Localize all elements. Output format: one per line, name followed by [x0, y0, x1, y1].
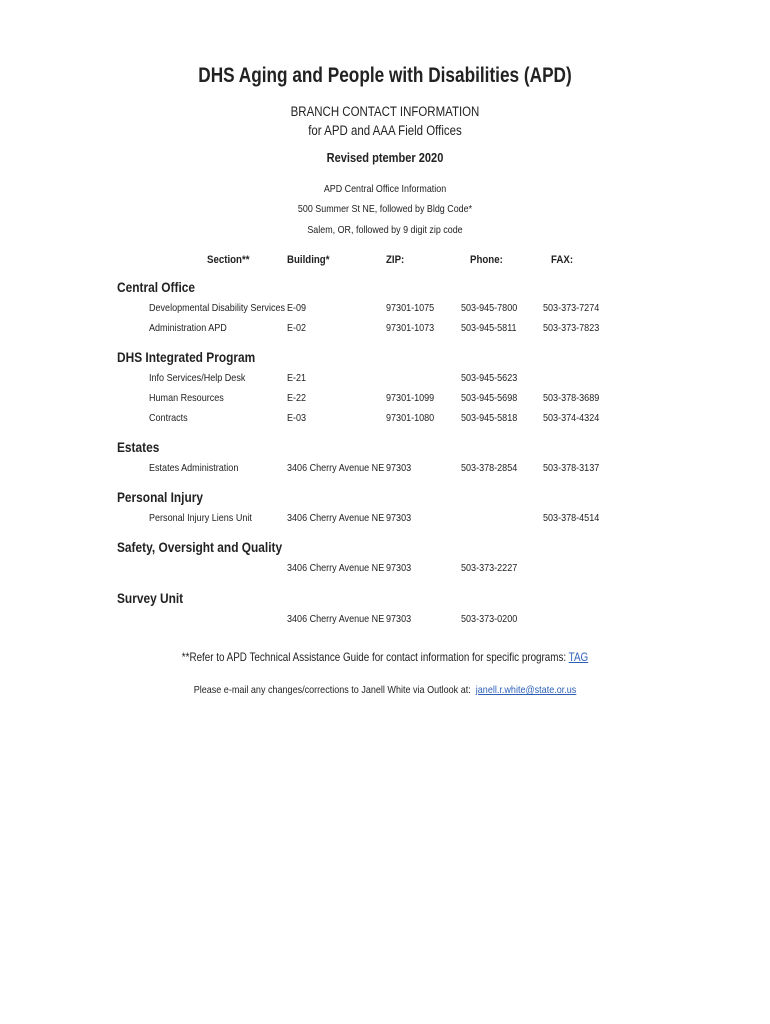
- cell-zip: 97303: [386, 462, 412, 474]
- cell-zip: 97303: [386, 613, 412, 625]
- cell-phone: 503-945-7800: [461, 302, 518, 314]
- header-building: Building*: [287, 254, 330, 266]
- email-link[interactable]: janell.r.white@state.or.us: [475, 684, 577, 696]
- cell-phone: 503-378-2854: [461, 462, 518, 474]
- cell-fax: 503-378-3137: [543, 462, 600, 474]
- cell-fax: 503-374-4324: [543, 412, 600, 424]
- cell-phone: 503-945-5698: [461, 392, 518, 404]
- cell-building: 3406 Cherry Avenue NE: [287, 462, 385, 474]
- cell-phone: 503-945-5623: [461, 372, 518, 384]
- cell-building: 3406 Cherry Avenue NE: [287, 562, 385, 574]
- cell-zip: 97301-1099: [386, 392, 435, 404]
- central-office-info-heading: APD Central Office Information: [323, 183, 447, 195]
- cell-section: Info Services/Help Desk: [149, 372, 246, 384]
- section-heading: Personal Injury: [117, 489, 203, 505]
- central-office-city: Salem, OR, followed by 9 digit zip code: [307, 224, 463, 236]
- cell-section: Personal Injury Liens Unit: [149, 512, 252, 524]
- section-heading: Estates: [117, 439, 160, 455]
- document-title: DHS Aging and People with Disabilities (APD): [198, 64, 572, 87]
- email-note: [54, 684, 716, 696]
- cell-fax: 503-373-7823: [543, 322, 600, 334]
- cell-section: Human Resources: [149, 392, 224, 404]
- cell-zip: 97303: [386, 512, 412, 524]
- cell-fax: 503-378-3689: [543, 392, 600, 404]
- cell-building: E-22: [287, 392, 307, 404]
- cell-building: E-02: [287, 322, 307, 334]
- tag-note-text: **Refer to APD Technical Assistance Guide for contact information for specific programs:: [181, 650, 567, 664]
- cell-section: Estates Administration: [149, 462, 239, 474]
- header-phone: Phone:: [470, 254, 503, 266]
- cell-fax: 503-373-7274: [543, 302, 600, 314]
- cell-building: E-09: [287, 302, 307, 314]
- cell-phone: 503-373-0200: [461, 613, 518, 625]
- cell-building: 3406 Cherry Avenue NE: [287, 512, 385, 524]
- tag-link[interactable]: TAG: [568, 650, 589, 664]
- cell-fax: 503-378-4514: [543, 512, 600, 524]
- tag-note: [69, 650, 700, 664]
- section-heading: Safety, Oversight and Quality: [117, 539, 283, 555]
- email-note-text: Please e-mail any changes/corrections to Janell White via Outlook at:: [193, 684, 471, 696]
- cell-zip: 97303: [386, 562, 412, 574]
- cell-phone: 503-373-2227: [461, 562, 518, 574]
- section-heading: Survey Unit: [117, 590, 184, 606]
- cell-section: Administration APD: [149, 322, 227, 334]
- cell-zip: 97301-1075: [386, 302, 435, 314]
- cell-zip: 97301-1080: [386, 412, 435, 424]
- cell-section: Contracts: [149, 412, 188, 424]
- cell-zip: 97301-1073: [386, 322, 435, 334]
- cell-building: E-03: [287, 412, 307, 424]
- cell-building: 3406 Cherry Avenue NE: [287, 613, 385, 625]
- header-zip: ZIP:: [386, 254, 405, 266]
- cell-phone: 503-945-5811: [461, 322, 517, 334]
- subtitle-line-2: for APD and AAA Field Offices: [308, 123, 462, 138]
- subtitle-line-1: BRANCH CONTACT INFORMATION: [290, 104, 480, 119]
- header-fax: FAX:: [551, 254, 574, 266]
- revised-date: Revised ptember 2020: [326, 150, 444, 165]
- cell-section: Developmental Disability Services: [149, 302, 286, 314]
- cell-phone: 503-945-5818: [461, 412, 518, 424]
- central-office-address: 500 Summer St NE, followed by Bldg Code*: [297, 203, 473, 215]
- section-heading: Central Office: [117, 279, 196, 295]
- cell-building: E-21: [287, 372, 307, 384]
- section-heading: DHS Integrated Program: [117, 349, 256, 365]
- header-section: Section**: [207, 254, 250, 266]
